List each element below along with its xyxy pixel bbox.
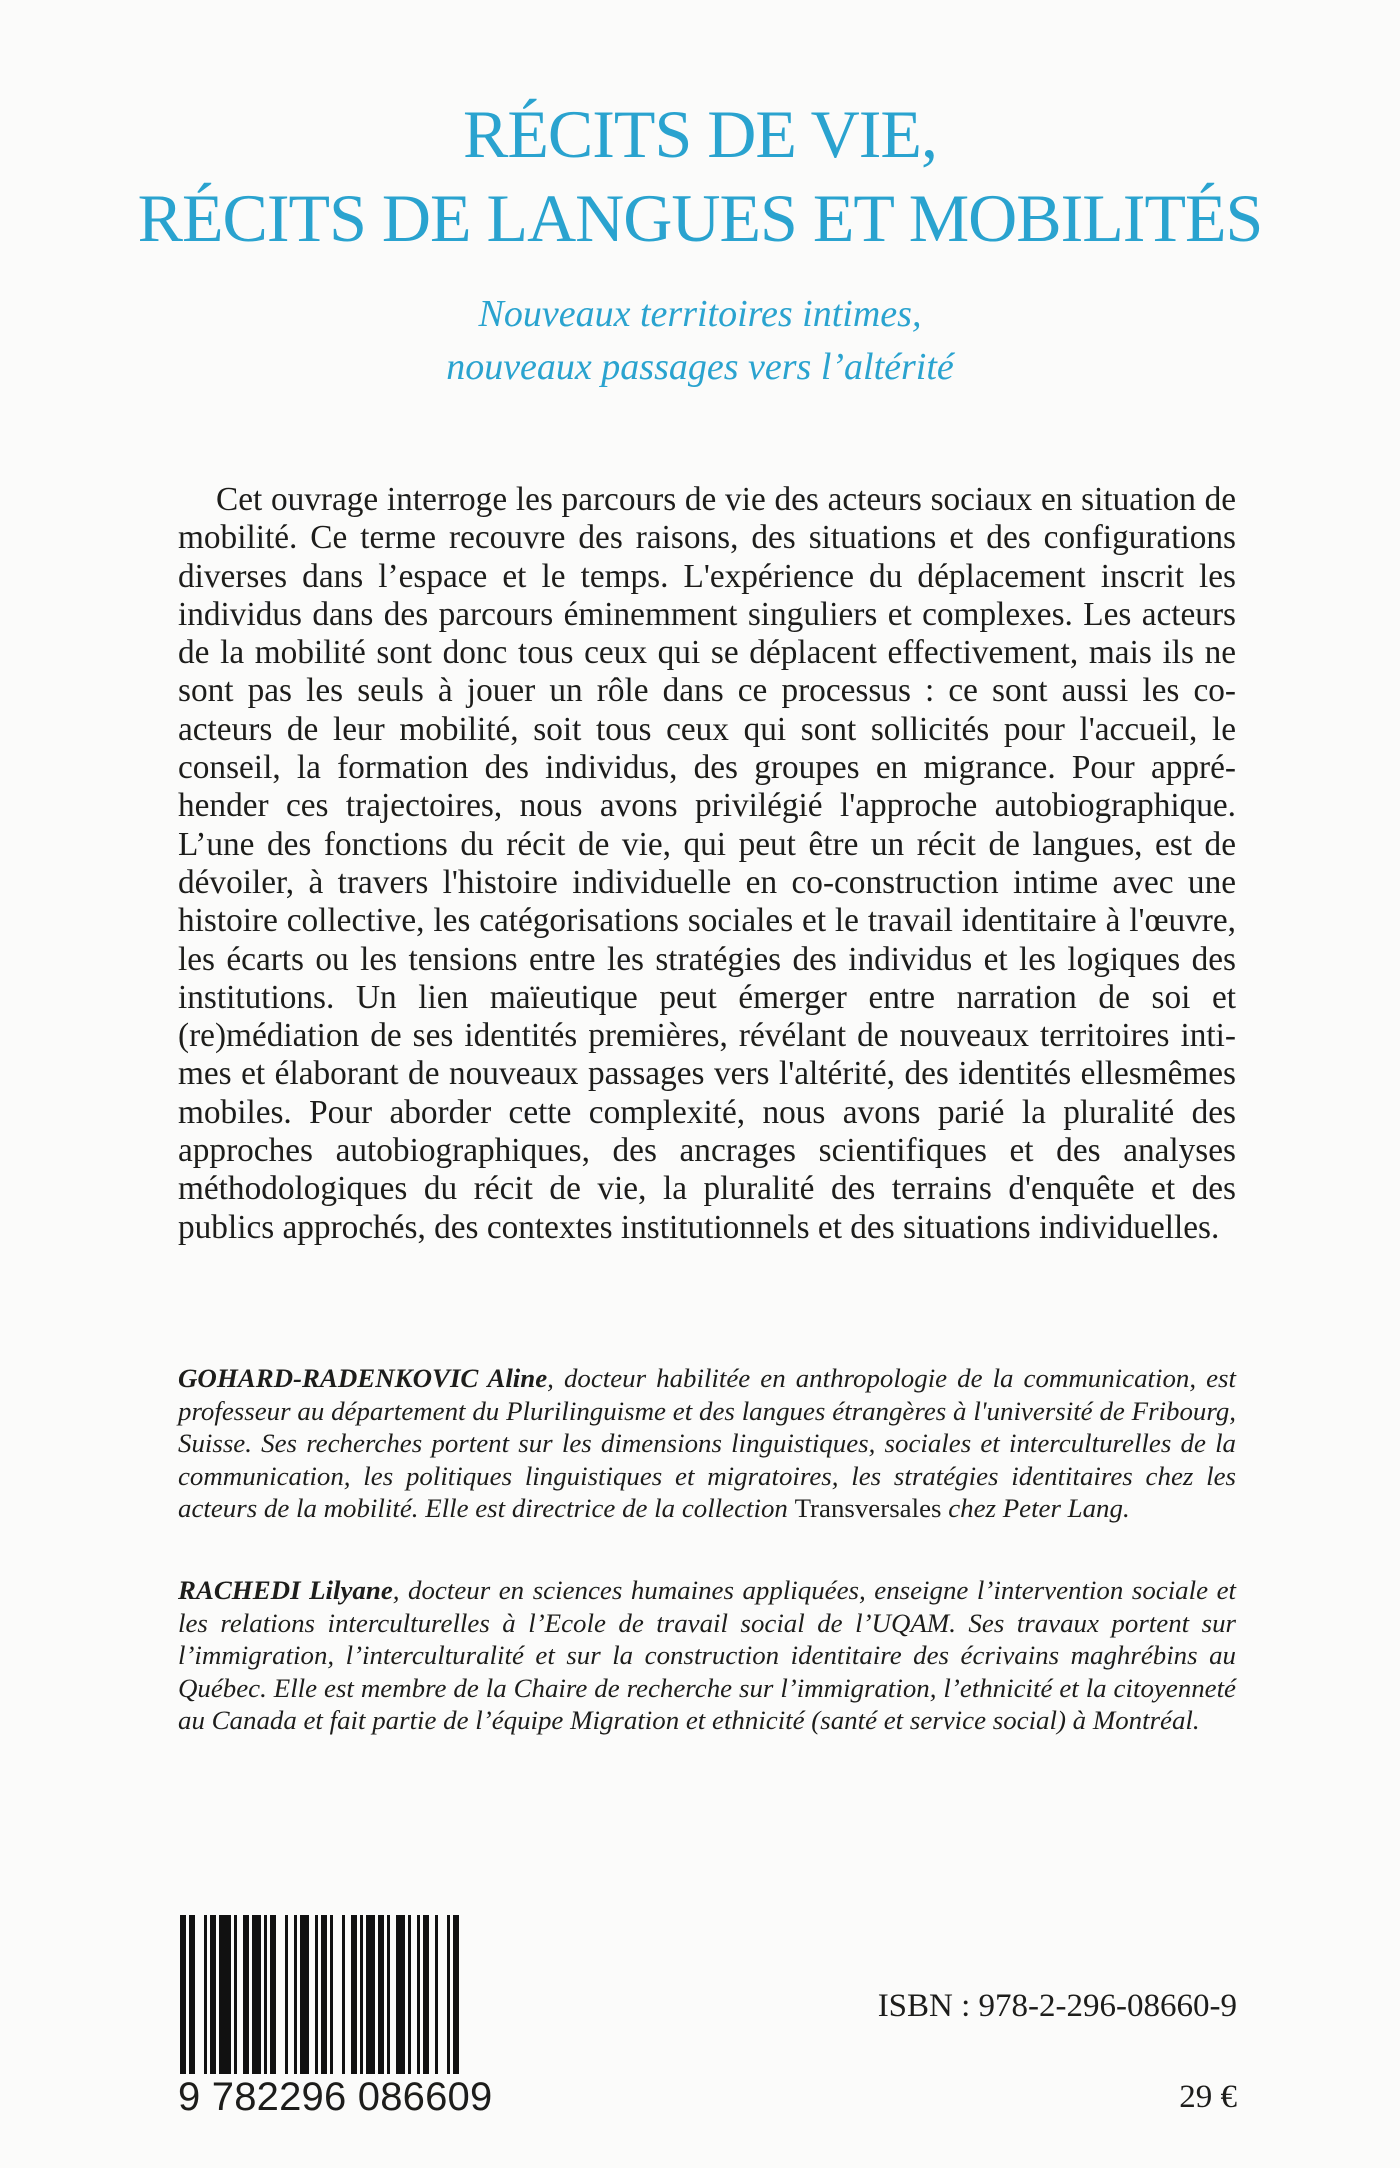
barcode-bar [210,1915,216,2080]
barcode-bar [330,1915,333,2080]
barcode-bar [366,1915,375,2080]
author-name-2: RACHEDI Lilyane [178,1575,393,1605]
barcode-bar [219,1915,231,2080]
author-bio-1-text-2: chez [941,1493,1003,1524]
subtitle-line-2: nouveaux passages vers l’altérité [446,346,954,388]
summary-text [178,481,1236,1247]
barcode-bar [243,1915,249,2080]
barcode-bar [300,1915,309,2080]
barcode-bar [360,1915,363,2080]
author-bio-2-paragraph [178,1574,1236,1737]
summary-paragraph: Cet ouvrage interroge les parcours de vie des acteurs sociaux en situation de mobilité. Ce terme recouvre des raisons, des situations et des configurations diverses dans l’espace et le temps. L'expérience du déplacement inscrit les individus dans des parcours éminemment singuliers et complexes. Les acteurs de la mobilité sont donc tous ceux qui se déplacent effectivement, mais ils ne sont pas les seuls à jouer un rôle dans ce processus : ce sont aussi les co-acteurs de leur mobilité, soit tous ceux qui sont sollicités pour l'accueil, le conseil, la formation des individus, des groupes en migrance. Pour appréhender ces trajectoires, nous avons privilégié l'approche autobiographique. L’une des fonctions du récit de vie, qui peut être un récit de langues, est de dévoiler, à travers l'histoire individuelle en co-construction intime avec une histoire collective, les catégorisations sociales et le travail identitaire à l'œuvre, les écarts ou les tensions entre les stratégies des individus et les logiques des institutions. Un lien maïeutique peut émerger entre narration de soi et (re)médiation de ses identités premières, révélant de nouveaux territoires intimes et élaborant de nouveaux passages vers l'altérité, des identités ellesmêmes mobiles. Pour aborder cette complexité, nous avons parié la pluralité des approches autobiographiques, des ancrages scientifiques et des analyses méthodologiques du récit de vie, la pluralité des terrains d'enquête et des publics approchés, des contextes institutionnels et des situations individuelles. [178,481,1236,1246]
author-bio-1 [178,1362,1236,1525]
title-line-2: RÉCITS DE LANGUES ET MOBILITÉS [137,180,1263,256]
barcode-bar [189,1915,195,2080]
author-bio-1-text: , docteur habilitée en anthropologie de la communication, est professeur au département du Plurilinguisme et des langues étrangères à l'université de Fribourg, Suisse. Ses recherches portent sur les dimensions linguistiques, sociales et interculturelles de la communication, les politiques linguistiques et migratoires, les stratégies identitaires chez les acteurs de la mobilité. Elle est directrice de la collection [178,1363,1236,1524]
barcode-bar [378,1915,384,2080]
title-line-1: RÉCITS DE VIE, [463,96,937,172]
barcode-bar [294,1915,297,2080]
barcode-bar [453,1915,459,2080]
barcode-bar [342,1915,345,2080]
barcode-bar [435,1915,438,2080]
barcode-bar [180,1915,186,2080]
author-bio-2-text: , docteur en sciences humaines appliquées, enseigne l’intervention sociale et les relations interculturelles à l’Ecole de travail social de l’UQAM. Ses travaux portent sur l’immigration, l’interculturalité et sur la construction identitaire des écrivains maghrébins au Québec. Elle est membre de la Chaire de recherche sur l’immigration, l’ethnicité et la citoyenneté au Canada et fait partie de l’équipe Migration et ethnicité (santé et service social) à Montréal. [178,1575,1236,1736]
subtitle-line-1: Nouveaux territoires intimes, [478,293,922,335]
barcode-bar [423,1915,429,2080]
barcode-bar [396,1915,405,2080]
author-name-1: GOHARD-RADENKOVIC Aline [178,1363,548,1393]
barcode-bar [408,1915,411,2080]
book-title [0,92,1400,260]
barcode-bar [321,1915,327,2080]
publisher-name: Peter Lang. [1002,1493,1130,1524]
isbn: ISBN : 978-2-296-08660-9 [877,1988,1237,2024]
barcode-bar [417,1915,420,2080]
barcode-digits: 9 782296 086609 [178,2075,493,2119]
author-bio-1-paragraph [178,1362,1236,1525]
price: 29 € [1179,2079,1237,2115]
barcode-bar [270,1915,276,2080]
barcode-bar [252,1915,261,2080]
collection-name: Transversales [794,1493,942,1524]
book-subtitle [0,288,1400,394]
barcode-bar [351,1915,357,2080]
barcode-bar [387,1915,390,2080]
barcode-bar [204,1915,207,2080]
barcode-bar [264,1915,267,2080]
barcode-bar [315,1915,318,2080]
barcode-bars [178,1915,464,2080]
barcode-bar [285,1915,288,2080]
barcode-bar [447,1915,450,2080]
barcode-bar [234,1915,237,2080]
author-bio-2 [178,1574,1236,1737]
